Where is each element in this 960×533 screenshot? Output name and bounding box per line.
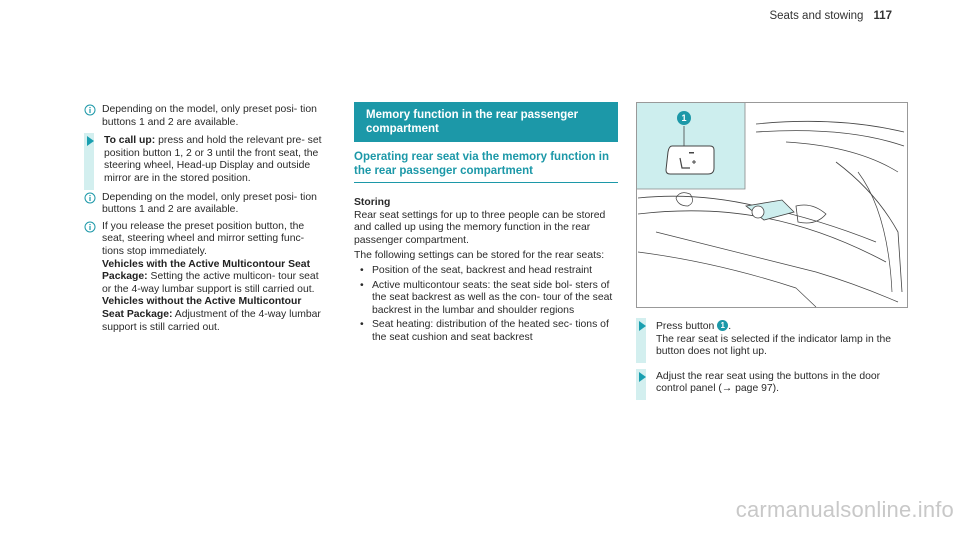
- callout-badge: 1: [677, 111, 691, 125]
- vehicle-text: Adjustment of the 4-way lumbar support is still carried out.: [102, 308, 321, 333]
- info-note: [84, 221, 324, 334]
- step-label: To call up:: [104, 135, 156, 147]
- note-text: Depending on the model, only preset posi- tion buttons 1 and 2 are available.: [102, 104, 317, 128]
- info-icon: [84, 104, 96, 116]
- step-text: Adjust the rear seat using the buttons in the door control panel (→ page 97).: [656, 370, 881, 395]
- step-call-up: [84, 135, 324, 185]
- storing-heading: Storing: [354, 197, 391, 208]
- step-text: .: [728, 321, 732, 332]
- column-left: [84, 104, 324, 338]
- memory-button-icon: [666, 146, 714, 174]
- step-text: press and hold the relevant pre- set position button 1, 2 or 3 until the front seat, the steering wheel, Head-up Display and outside mirror are in the stored position.: [104, 135, 322, 184]
- list-item: • Position of the seat, backrest and head restraint: [354, 265, 618, 278]
- step-result: The rear seat is selected if the indicator lamp in the button does not light up.: [656, 333, 892, 358]
- paragraph: Rear seat settings for up to three people can be stored and called up using the memory function in the rear passenger compartment.: [354, 209, 606, 246]
- page-number: 117: [873, 10, 892, 22]
- step-text: Press button: [656, 321, 718, 332]
- step-adjust-seat: [636, 371, 908, 396]
- step-arrow-icon: [639, 372, 646, 382]
- column-right: [636, 102, 908, 402]
- step-arrow-icon: [639, 321, 646, 331]
- info-icon: [84, 192, 96, 204]
- vehicle-with-amc: [102, 259, 324, 297]
- note-text: If you release the preset position button, the seat, steering wheel and mirror setting func- tions stop immediately.: [102, 220, 305, 257]
- callout-badge: 1: [717, 320, 728, 331]
- list-item: • Seat heating: distribution of the heated sec- tions of the seat cushion and seat backrest: [354, 319, 618, 344]
- info-note: [84, 104, 324, 129]
- step-press-button: [636, 320, 908, 359]
- door-panel-illustration: [636, 102, 908, 308]
- watermark: carmanualsonline.info: [735, 497, 954, 522]
- note-text: Depending on the model, only preset posi- tion buttons 1 and 2 are available.: [102, 191, 317, 216]
- vehicle-text: Setting the active multicon- tour seat or the 4-way lumbar support is still carried out.: [102, 271, 319, 295]
- section-title: Memory function in the rear passenger compartment: [354, 102, 618, 142]
- header-section: Seats and stowing: [769, 10, 864, 22]
- column-middle: [354, 102, 618, 347]
- info-icon: [84, 221, 96, 233]
- settings-list: [354, 265, 618, 345]
- info-note: [84, 192, 324, 217]
- car-door-image: [636, 102, 908, 308]
- step-arrow-icon: [87, 136, 94, 146]
- vehicle-without-amc: [102, 296, 324, 334]
- vehicle-label: Vehicles with the Active Multicontour Seat Package:: [102, 258, 311, 283]
- paragraph: The following settings can be stored for the rear seats:: [354, 250, 605, 262]
- list-item: • Active multicontour seats: the seat side bol- sters of the seat backrest as well as the con- tour of the seat backrest in the lumbar and shoulder regions: [354, 280, 618, 318]
- subsection-title: Operating rear seat via the memory function in the rear passenger compartment: [354, 150, 618, 183]
- vehicle-label: Vehicles without the Active Multicontour Seat Package:: [102, 296, 302, 320]
- page-header: [769, 10, 892, 22]
